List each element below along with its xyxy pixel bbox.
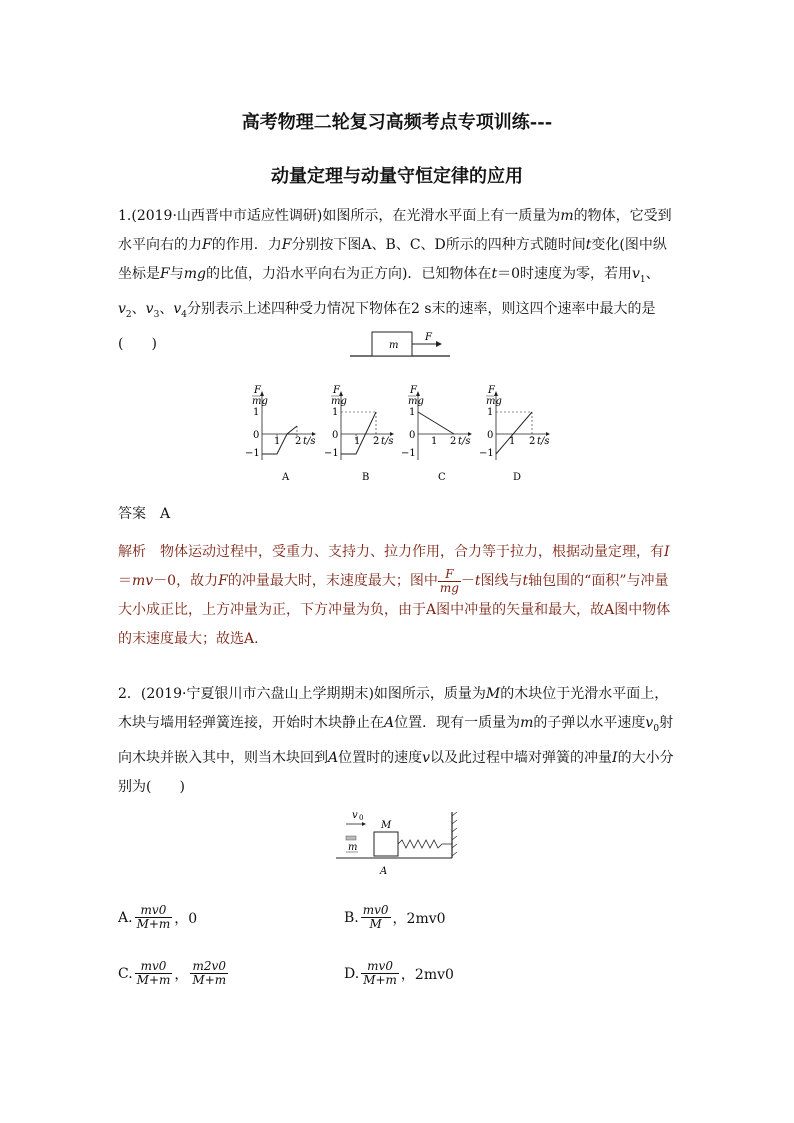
svg-text:2: 2	[450, 436, 457, 447]
svg-text:t/s: t/s	[458, 436, 471, 447]
svg-text:1: 1	[431, 436, 438, 447]
svg-text:1: 1	[332, 407, 339, 418]
svg-text:1: 1	[354, 436, 361, 447]
graph-B	[324, 385, 394, 483]
spring	[398, 840, 452, 848]
q1-stem: 1.(2019·山西晋中市适应性调研)如图所示，在光滑水平面上有一质量为m的物体，它受到水平向右的力F的作用．力F分别按下图A、B、C、D所示的四种方式随时间t变化(图中纵坐标是F与mg的比值，力沿水平向右为正方向)．已知物体在t＝0时速度为零，若用$v_1$、$v_2$、$v_3$、$v_4$分别表示上述四种受力情况下物体在2 s末的速率，则这四个速率中最大的是( )	[118, 208, 672, 352]
doc-title: 高考物理二轮复习高频考点专项训练---	[241, 112, 553, 133]
q1-analysis: 解析 物体运动过程中，受重力、支持力、拉力作用，合力等于拉力，根据动量定理，有I＝mv－0，故力F的冲量最大时，末速度最大；图中 $\frac{F}{mg}$ －t图线与t轴包围的“面积”与冲量大小成正比，上方冲量为正，下方冲量为负，由于A图中冲量的矢量和最大，故A图中物体的末速度最大；故选A.	[118, 544, 671, 647]
svg-text:0: 0	[409, 430, 416, 441]
q1-graphs	[240, 382, 560, 488]
svg-text:−1: −1	[479, 448, 494, 459]
svg-text:A: A	[282, 472, 290, 483]
option-C[interactable]: C. $\frac{mv0}{M+m}$ ， $\frac{m2v0}{M+m}$	[118, 959, 227, 987]
svg-text:v: v	[352, 810, 358, 821]
svg-text:t/s: t/s	[537, 436, 550, 447]
svg-text:A: A	[380, 866, 388, 877]
svg-text:1: 1	[253, 407, 260, 418]
option-A[interactable]: A. $\frac{mv0}{M+m}$ ，0	[118, 903, 198, 931]
svg-text:−1: −1	[245, 448, 260, 459]
svg-text:1: 1	[487, 407, 494, 418]
svg-text:C: C	[438, 472, 446, 483]
svg-text:2: 2	[295, 436, 302, 447]
graph-D	[479, 385, 550, 483]
svg-text:F: F	[488, 385, 495, 396]
svg-text:D: D	[513, 472, 522, 483]
svg-text:−1: −1	[401, 448, 416, 459]
svg-text:0: 0	[359, 814, 364, 822]
svg-text:0: 0	[332, 430, 339, 441]
analysis-fraction: $\frac{F}{mg}$	[439, 566, 459, 595]
option-D[interactable]: D. $\frac{mv0}{M+m}$ ，2mv0	[344, 959, 454, 987]
svg-text:M: M	[381, 820, 392, 831]
q1-block-figure	[350, 328, 450, 360]
svg-text:1: 1	[409, 407, 416, 418]
svg-text:mg: mg	[486, 396, 502, 407]
svg-text:1: 1	[274, 436, 281, 447]
graph-C	[401, 385, 472, 483]
svg-text:t/s: t/s	[381, 436, 394, 447]
svg-text:m: m	[348, 842, 358, 853]
q2-figure	[336, 806, 462, 878]
option-B[interactable]: B. $\frac{mv0}{M}$ ，2mv0	[344, 903, 446, 931]
svg-text:2: 2	[373, 436, 380, 447]
svg-text:mg: mg	[408, 396, 424, 407]
wood-block	[374, 832, 398, 856]
graph-A	[245, 385, 316, 483]
svg-text:F: F	[333, 385, 340, 396]
svg-text:0: 0	[487, 430, 494, 441]
svg-text:mg: mg	[252, 396, 268, 407]
svg-text:t/s: t/s	[303, 436, 316, 447]
svg-text:B: B	[362, 472, 370, 483]
bullet	[346, 836, 356, 840]
block-label: m	[389, 340, 399, 351]
svg-text:mg: mg	[331, 396, 347, 407]
svg-text:F: F	[410, 385, 417, 396]
svg-text:F: F	[254, 385, 261, 396]
force-label: F	[425, 332, 432, 343]
svg-text:2: 2	[529, 436, 536, 447]
svg-text:−1: −1	[324, 448, 339, 459]
svg-text:1: 1	[509, 436, 516, 447]
q1-answer: 答案 A	[118, 506, 171, 522]
doc-subtitle: 动量定理与动量守恒定律的应用	[271, 166, 523, 187]
q2-stem: 2．(2019·宁夏银川市六盘山上学期期末)如图所示，质量为M的木块位于光滑水平面上，木块与墙用轻弹簧连接，开始时木块静止在A位置．现有一质量为m的子弹以水平速度$v_0$射向木块并嵌入其中，则当木块回到A位置时的速度v以及此过程中墙对弹簧的冲量I的大小分别为( )	[118, 686, 674, 795]
svg-text:0: 0	[253, 430, 260, 441]
